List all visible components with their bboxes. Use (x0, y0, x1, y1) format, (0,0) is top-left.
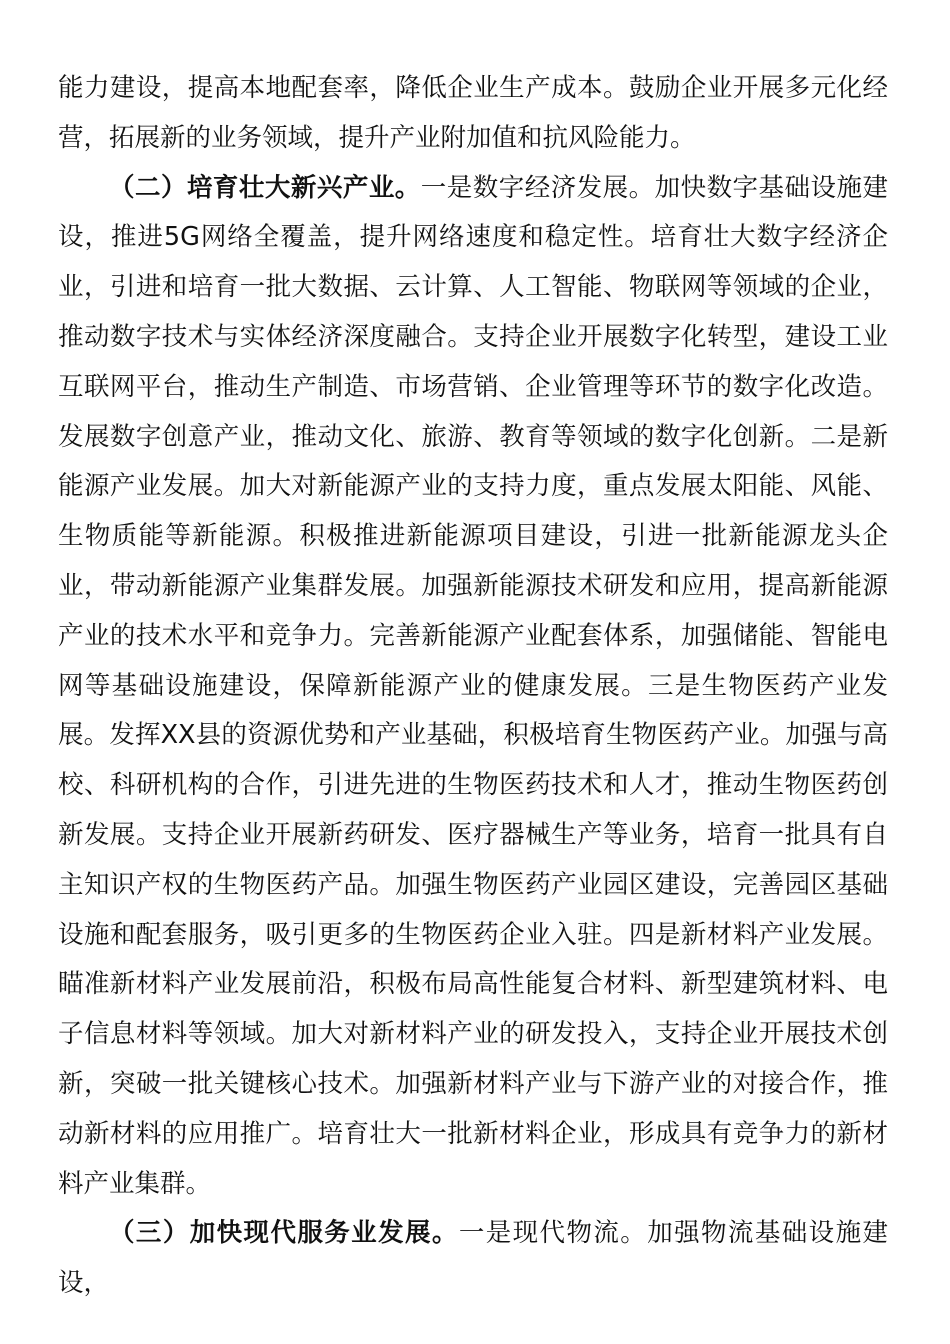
paragraph-modern-services (58, 1209, 888, 1309)
paragraph-text: 一是数字经济发展。加快数字基础设施建设，推进5G网络全覆盖，提升网络速度和稳定性。培育壮大数字经济企业，引进和培育一批大数据、云计算、人工智能、物联网等领域的企业，推动数字技术与实体经济深度融合。支持企业开展数字化转型，建设工业互联网平台，推动生产制造、市场营销、企业管理等环节的数字化改造。发展数字创意产业，推动文化、旅游、教育等领域的数字化创新。二是新能源产业发展。加大对新能源产业的支持力度，重点发展太阳能、风能、生物质能等新能源。积极推进新能源项目建设，引进一批新能源龙头企业，带动新能源产业集群发展。加强新能源技术研发和应用，提高新能源产业的技术水平和竞争力。完善新能源产业配套体系，加强储能、智能电网等基础设施建设，保障新能源产业的健康发展。三是生物医药产业发展。发挥XX县的资源优势和产业基础，积极培育生物医药产业。加强与高校、科研机构的合作，引进先进的生物医药技术和人才，推动生物医药创新发展。支持企业开展新药研发、医疗器械生产等业务，培育一批具有自主知识产权的生物医药产品。加强生物医药产业园区建设，完善园区基础设施和配套服务，吸引更多的生物医药企业入驻。四是新材料产业发展。瞄准新材料产业发展前沿，积极布局高性能复合材料、新型建筑材料、电子信息材料等领域。加大对新材料产业的研发投入，支持企业开展技术创新，突破一批关键核心技术。加强新材料产业与下游产业的对接合作，推动新材料的应用推广。培育壮大一批新材料企业，形成具有竞争力的新材料产业集群。 (58, 172, 888, 1199)
paragraph-text: 一是现代物流。加强物流基础设施建设， (58, 1218, 888, 1299)
paragraph-text: 能力建设，提高本地配套率，降低企业生产成本。鼓励企业开展多元化经营，拓展新的业务领域，提升产业附加值和抗风险能力。 (58, 73, 888, 153)
paragraph-emerging-industries (58, 164, 888, 1210)
document-body (58, 64, 888, 1309)
section-heading-emerging-industries: （二）培育壮大新兴产业。 (109, 172, 421, 203)
paragraph-continuation (58, 64, 888, 164)
section-heading-modern-services: （三）加快现代服务业发展。 (109, 1218, 459, 1249)
